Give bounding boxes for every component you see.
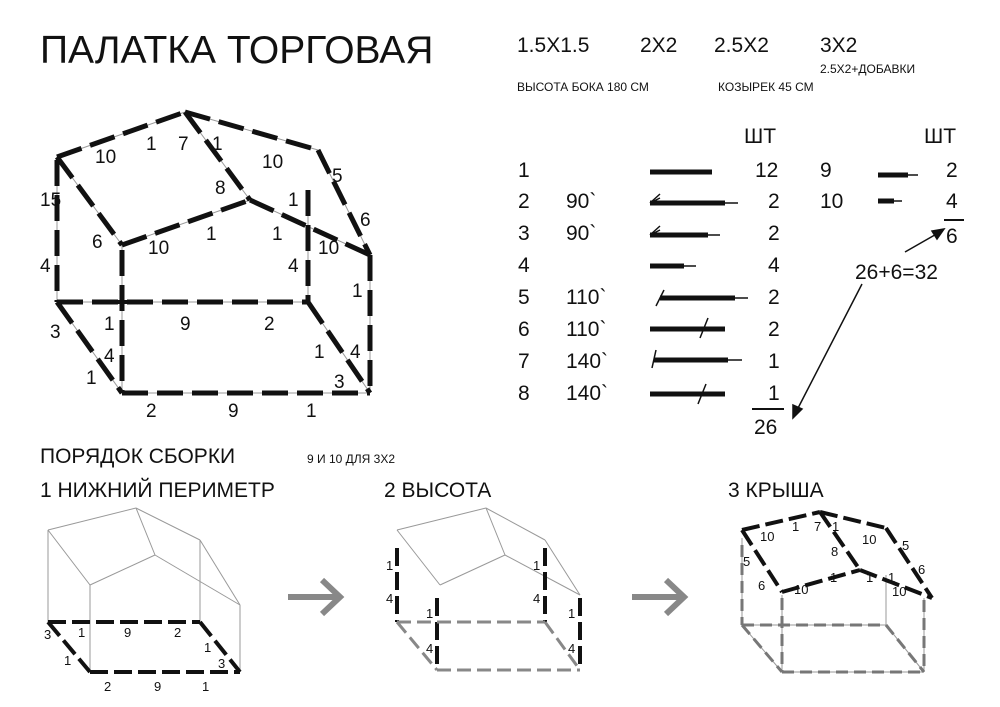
part-label: 1 [202,679,210,694]
size-2: 2X2 [640,34,678,57]
part-qty: 2 [768,222,780,245]
part-label: 10 [862,532,877,547]
part-label: 10 [262,152,284,173]
part-label: 4 [288,256,299,277]
part-number: 7 [518,350,530,373]
part-qty: 1 [768,350,780,373]
part-number: 10 [820,190,844,213]
part-label: 1 [888,570,896,585]
part-number: 4 [518,254,530,277]
part-label: 4 [40,256,51,277]
part-number: 1 [518,159,530,182]
part-label: 10 [148,238,170,259]
visor-note: КОЗЫРЕК 45 СМ [718,80,814,94]
part-number: 5 [518,286,530,309]
part-label: 1 [533,558,541,573]
part-number: 9 [820,159,832,182]
part-number: 8 [518,382,530,405]
step-1-labels [44,625,225,694]
part-label: 4 [104,346,115,367]
part-label: 1 [78,625,86,640]
part-label: 4 [533,591,541,606]
step-2-title: 2 ВЫСОТА [384,479,492,502]
assembly-title: ПОРЯДОК СБОРКИ [40,445,236,468]
part-label: 4 [568,641,576,656]
part-label: 4 [426,641,434,656]
part-label: 1 [866,570,874,585]
part-label: 6 [92,232,103,253]
part-label: 8 [831,544,839,559]
part-label: 1 [86,368,97,389]
part-label: 10 [794,582,809,597]
part-number: 3 [518,222,530,245]
part-label: 6 [360,210,371,231]
part-sketches [650,172,918,404]
part-label: 8 [215,178,226,199]
part-label: 9 [154,679,162,694]
part-number: 6 [518,318,530,341]
size-4: 3X2 [820,34,858,57]
qty-header: ШТ [924,125,957,148]
size-note: 2.5X2+ДОБАВКИ [820,62,916,76]
main-tent-labels [40,134,371,422]
part-label: 5 [332,166,343,187]
part-qty: 4 [946,190,958,213]
part-angle: 140` [566,350,609,373]
part-label: 1 [146,134,157,155]
part-qty: 2 [946,159,958,182]
part-label: 1 [314,342,325,363]
part-label: 9 [228,401,239,422]
part-angle: 110` [566,286,607,309]
grand-total: 26+6=32 [855,261,938,284]
part-label: 1 [204,640,212,655]
part-label: 1 [426,606,434,621]
extra-total: 6 [946,225,958,248]
part-angle: 90` [566,222,597,245]
step-2-sketch [397,508,580,670]
part-label: 2 [146,401,157,422]
total-arrows [793,229,944,418]
part-label: 4 [350,342,361,363]
part-qty: 2 [768,286,780,309]
parts-total: 26 [754,416,778,439]
part-angle: 90` [566,190,597,213]
part-label: 10 [760,529,775,544]
part-label: 7 [814,519,822,534]
part-label: 6 [918,562,926,577]
part-qty: 12 [755,159,779,182]
part-label: 3 [50,322,61,343]
part-label: 1 [306,401,317,422]
part-angle: 140` [566,382,609,405]
size-1: 1.5X1.5 [517,34,590,57]
part-label: 3 [44,627,52,642]
part-angle: 110` [566,318,607,341]
part-label: 2 [264,314,275,335]
part-label: 15 [40,190,62,211]
part-label: 2 [104,679,112,694]
part-label: 1 [288,190,299,211]
part-label: 9 [180,314,191,335]
part-label: 1 [352,281,363,302]
part-label: 10 [95,147,117,168]
part-label: 1 [568,606,576,621]
part-qty: 2 [768,318,780,341]
part-label: 1 [64,653,72,668]
part-label: 1 [206,224,217,245]
part-label: 5 [743,554,751,569]
part-label: 1 [792,519,800,534]
page-title: ПАЛАТКА ТОРГОВАЯ [40,29,434,72]
part-qty: 4 [768,254,780,277]
part-label: 6 [758,578,766,593]
part-label: 9 [124,625,132,640]
part-label: 2 [174,625,182,640]
step-1-title: 1 НИЖНИЙ ПЕРИМЕТР [40,479,275,502]
qty-header: ШТ [744,125,777,148]
step-3-labels [743,519,925,599]
assembly-note: 9 И 10 ДЛЯ 3Х2 [307,452,396,466]
part-number: 2 [518,190,530,213]
part-label: 1 [272,224,283,245]
part-label: 1 [104,314,115,335]
part-label: 5 [902,538,910,553]
part-label: 1 [832,519,840,534]
part-label: 1 [212,134,223,155]
part-label: 7 [178,134,189,155]
size-3: 2.5X2 [714,34,769,57]
step-3-title: 3 КРЫША [728,479,824,502]
part-qty: 1 [768,382,780,405]
step-arrow-1 [288,580,340,614]
side-height-note: ВЫСОТА БОКА 180 СМ [517,80,649,94]
part-label: 10 [318,238,340,259]
part-label: 1 [830,570,838,585]
extra-table [820,125,964,284]
part-label: 3 [334,372,345,393]
part-label: 3 [218,656,226,671]
part-qty: 2 [768,190,780,213]
part-label: 4 [386,591,394,606]
part-label: 10 [892,584,907,599]
step-arrow-2 [632,580,684,614]
part-label: 1 [386,558,394,573]
